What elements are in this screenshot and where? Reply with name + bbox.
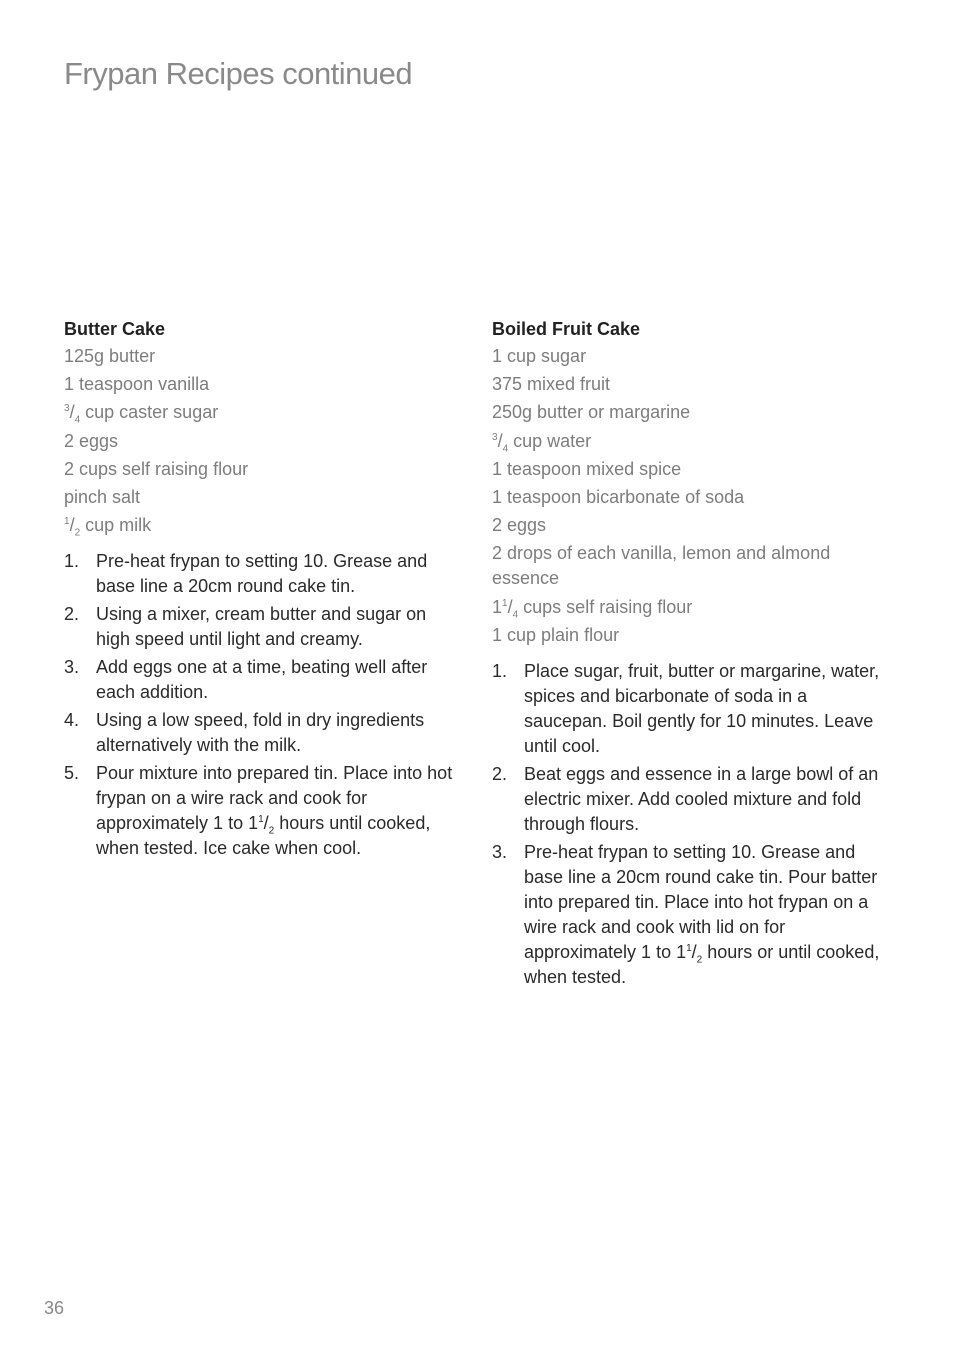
ingredient-item: 2 eggs: [492, 515, 547, 536]
ingredient-item: $^1/_2$ cup milk: [64, 515, 152, 539]
ingredient-item: 250g butter or margarine: [492, 402, 691, 423]
ingredient-item: 2 cups self raising flour: [64, 458, 249, 479]
method-steps: [492, 659, 892, 990]
recipe-title: Butter Cake: [64, 319, 166, 339]
fraction: $^1/_2$: [64, 515, 81, 539]
method-step: 3. Pre-heat frypan to setting 10. Grease and base line a 20cm round cake tin. Pour batter into prepared tin. Place into hot frypan on a wire rack and cook with lid on for approximately 1 to $1^1/_2$ hours or until cooked, when tested.: [492, 841, 880, 987]
ingredient-item: 2 drops of each vanilla, lemon and almond essence: [492, 543, 831, 589]
ingredient-item: $^3/_4$ cup water: [492, 430, 592, 455]
method-step: 1. Place sugar, fruit, butter or margarine, water, spices and bicarbonate of soda in a saucepan. Boil gently for 10 minutes. Leave until cool.: [492, 660, 880, 756]
method-step: 2. Beat eggs and essence in a large bowl of an electric mixer. Add cooled mixture and fold through flours.: [492, 763, 879, 834]
ingredient-item: $1^1/_4$ cups self raising flour: [492, 596, 693, 621]
ingredient-item: 125g butter: [64, 346, 156, 366]
ingredient-item: 2 eggs: [64, 430, 119, 451]
page-number: 36: [44, 1298, 65, 1318]
ingredient-item: pinch salt: [64, 486, 141, 507]
ingredient-item: 1 teaspoon bicarbonate of soda: [492, 486, 745, 507]
method-step: 1. Pre-heat frypan to setting 10. Grease and base line a 20cm round cake tin.: [64, 551, 428, 597]
method-step: 2. Using a mixer, cream butter and sugar on high speed until light and creamy.: [64, 604, 427, 650]
page-title: Frypan Recipes continued: [64, 56, 413, 91]
ingredient-item: 1 teaspoon vanilla: [64, 374, 210, 395]
recipe-title: Boiled Fruit Cake: [492, 319, 641, 339]
ingredient-list: [64, 344, 464, 538]
ingredient-item: 1 teaspoon mixed spice: [492, 458, 682, 479]
method-steps: [64, 549, 464, 861]
method-step: 3. Add eggs one at a time, beating well after each addition.: [64, 657, 428, 703]
fraction: $^3/_4$: [492, 430, 509, 455]
fraction: $^1/_2$: [258, 813, 275, 837]
method-step: 4. Using a low speed, fold in dry ingredients alternatively with the milk.: [64, 710, 425, 756]
ingredient-item: 1 cup sugar: [492, 346, 587, 366]
ingredient-item: $^3/_4$ cup caster sugar: [64, 402, 219, 426]
fraction: $^3/_4$: [64, 402, 81, 426]
recipe-butter-cake: [64, 316, 464, 864]
method-step: 5. Pour mixture into prepared tin. Place into hot frypan on a wire rack and cook for approximately 1 to $1^1/_2$ hours until cooked, when tested. Ice cake when cool.: [64, 763, 453, 859]
fraction: $^1/_4$: [502, 596, 519, 621]
ingredient-item: 1 cup plain flour: [492, 624, 620, 645]
recipe-boiled-fruit-cake: [492, 316, 892, 993]
ingredient-item: 375 mixed fruit: [492, 374, 611, 395]
ingredient-list: [492, 344, 892, 648]
fraction: $^1/_2$: [686, 941, 703, 966]
